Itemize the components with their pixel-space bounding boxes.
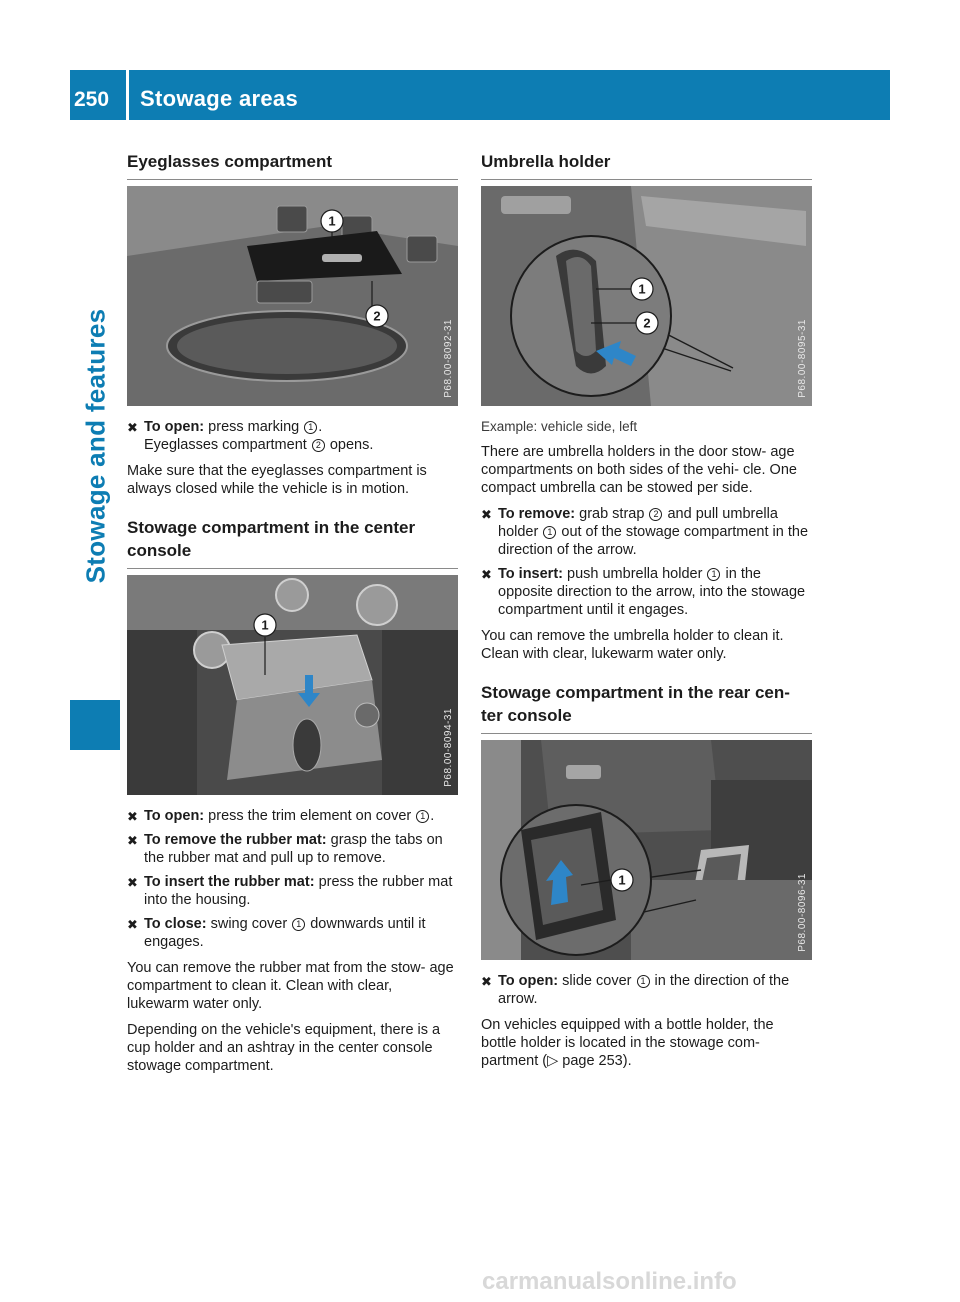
step-text: push umbrella holder	[567, 566, 703, 582]
marker-1: 1	[261, 617, 269, 633]
step-text: press the trim element on cover	[208, 808, 412, 824]
marker-2: 2	[373, 308, 381, 324]
step-text: and pull umbrella holder	[498, 506, 778, 540]
step-label: To remove:	[498, 506, 576, 522]
marker-1: 1	[416, 810, 429, 823]
marker-1: 1	[304, 421, 317, 434]
marker-1: 1	[637, 975, 650, 988]
side-tab-block	[70, 700, 120, 750]
step-label: To remove the rubber mat:	[144, 832, 327, 848]
note-paragraph: You can remove the umbrella holder to clean it. Clean with clear, lukewarm water only.	[481, 628, 784, 662]
right-column	[481, 150, 812, 1070]
marker-1: 1	[707, 568, 720, 581]
step-arrow-icon: ✖	[481, 507, 492, 522]
step-label: To open:	[498, 973, 559, 989]
step-text: in the opposite direction to the arrow, into the stowage compartment until it engages.	[498, 566, 806, 618]
marker-1: 1	[618, 872, 626, 888]
instruction-step	[481, 565, 812, 619]
intro-paragraph: There are umbrella holders in the door stow- age compartments on both sides of the vehi- cle. One compact umbrella can be stowed per side.	[481, 444, 797, 496]
figure-code: P68.00-8096-31	[797, 873, 808, 952]
step-arrow-icon: ✖	[127, 833, 138, 848]
instruction-step	[481, 505, 812, 559]
step-arrow-icon: ✖	[481, 567, 492, 582]
marker-2: 2	[643, 315, 651, 331]
header-divider	[126, 70, 129, 120]
page-number: 250	[74, 88, 110, 111]
eyeglasses-illustration	[127, 186, 458, 406]
marker-1: 1	[328, 213, 336, 229]
marker-1: 1	[543, 526, 556, 539]
rear-console-figure	[481, 740, 812, 960]
side-tab-label: Stowage and features	[80, 308, 111, 584]
step-text: downwards until it engages.	[144, 916, 426, 950]
step-text: .	[430, 808, 435, 824]
step-label: To insert the rubber mat:	[144, 874, 315, 890]
marker-1: 1	[638, 281, 646, 297]
step-text: swing cover	[210, 916, 288, 932]
step-arrow-icon: ✖	[127, 917, 138, 932]
step-text: grab strap	[579, 506, 645, 522]
section-title: Stowage areas	[140, 86, 298, 111]
figure-code: P68.00-8094-31	[443, 708, 454, 787]
rear-console-illustration	[481, 740, 812, 960]
note-paragraph: You can remove the rubber mat from the stow- age compartment to clean it. Clean with clear, lukewarm water only.	[127, 960, 454, 1012]
step-label: To open:	[144, 808, 205, 824]
instruction-step	[481, 972, 812, 1008]
umbrella-illustration	[481, 186, 812, 406]
step-arrow-icon: ✖	[127, 420, 138, 435]
marker-2: 2	[649, 508, 662, 521]
step-text: Eyeglasses compartment	[144, 437, 307, 453]
step-text: press marking	[208, 419, 300, 435]
center-console-illustration	[127, 575, 458, 795]
instruction-step	[127, 418, 458, 454]
rear-console-heading: Stowage compartment in the rear cen- ter console	[481, 681, 812, 734]
note-paragraph: Make sure that the eyeglasses compartment is always closed while the vehicle is in motion.	[127, 463, 427, 497]
watermark: carmanualsonline.info	[482, 1268, 737, 1295]
eyeglasses-figure	[127, 186, 458, 406]
marker-1: 1	[292, 918, 305, 931]
eyeglasses-heading: Eyeglasses compartment	[127, 150, 458, 180]
step-arrow-icon: ✖	[481, 974, 492, 989]
step-text: grasp the tabs on the rubber mat and pull up to remove.	[144, 832, 443, 866]
note-paragraph: On vehicles equipped with a bottle holder, the bottle holder is located in the stowage com- partment (▷ page 253).	[481, 1017, 774, 1069]
step-text: .	[318, 419, 323, 435]
step-text: out of the stowage compartment in the direction of the arrow.	[498, 524, 809, 558]
instruction-step	[127, 831, 458, 867]
figure-caption: Example: vehicle side, left	[481, 419, 638, 434]
step-label: To insert:	[498, 566, 563, 582]
step-text: opens.	[329, 437, 374, 453]
left-column	[127, 150, 458, 1075]
umbrella-heading: Umbrella holder	[481, 150, 812, 180]
marker-2: 2	[312, 439, 325, 452]
figure-code: P68.00-8095-31	[797, 319, 808, 398]
step-text: in the direction of the arrow.	[498, 973, 790, 1007]
figure-code: P68.00-8092-31	[443, 319, 454, 398]
step-arrow-icon: ✖	[127, 875, 138, 890]
instruction-step	[127, 873, 458, 909]
step-text: press the rubber mat into the housing.	[144, 874, 453, 908]
center-console-heading: Stowage compartment in the center console	[127, 516, 458, 569]
step-arrow-icon: ✖	[127, 809, 138, 824]
step-label: To close:	[144, 916, 207, 932]
instruction-step	[127, 915, 458, 951]
note-paragraph: Depending on the vehicle's equipment, there is a cup holder and an ashtray in the center console stowage compartment.	[127, 1022, 441, 1074]
center-console-figure	[127, 575, 458, 795]
instruction-step	[127, 807, 458, 825]
step-text: slide cover	[562, 973, 632, 989]
umbrella-figure	[481, 186, 812, 406]
step-label: To open:	[144, 419, 205, 435]
